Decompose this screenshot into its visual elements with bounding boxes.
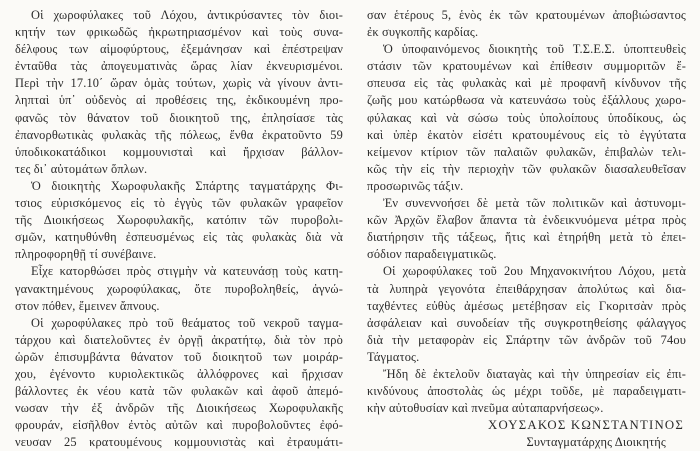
right-column <box>367 7 686 451</box>
text-line: κινδύνους ἀποστολὰς ὡς μέχρι τοῦδε, μὲ παραδειγματι- <box>367 384 686 399</box>
text-line: κῶν Ἀρχῶν ἔλαβον ἅπαντα τὰ ἐνδεικνυόμενα μέτρα πρὸς <box>367 213 686 228</box>
text-line: τες δι᾽ αὐτομάτων ὅπλων. <box>15 161 148 176</box>
text-line: Εἶχε κατορθώσει πρὸς στιγμὴν νὰ κατευνάσῃ τοὺς κατη- <box>31 264 343 279</box>
signature-title: Συνταγματάρχης Διοικητής <box>526 435 666 450</box>
text-line: Περὶ τὴν 17.10΄ ὥραν ὁμὰς τούτων, χωρὶς νὰ γίνουν ἀντι- <box>15 76 343 91</box>
text-line: τῆς Διοικήσεως Χωροφυλακῆς, κατόπιν τῶν πυροβολι- <box>15 213 343 228</box>
text-line: ἐπανορθωτικὰς φυλακὰς τῆς πόλεως, ἔνθα ἐκρατοῦντο 59 <box>15 127 343 142</box>
text-line: στον πόθεν, ἔμεινεν ἄπνους. <box>15 298 160 313</box>
text-line: διὰ τὴν μεταφορὰν εἰς Σπάρτην τῶν ἀνδρῶν τοῦ 74ου <box>367 332 686 347</box>
text-line: νευσαν 25 κρατουμένους κομμουνιστὰς καὶ ἐτραυμάτι- <box>15 435 343 450</box>
text-line: ὑποδικοκατάδικοι κομμουνισταὶ καὶ ἤρχισαν βάλλον- <box>15 144 343 159</box>
text-line: Ἤδη δὲ ἐκτελοῦν διαταγὰς καὶ τὴν ὑπηρεσίαν εἰς ἐπι- <box>383 366 686 381</box>
left-column <box>15 7 343 451</box>
text-line: φανῶς τὸν θάνατον τοῦ διοικητοῦ της, ἐπλησίασε τὰς <box>15 110 343 125</box>
text-line: καὶ ὑπὲρ ἑκατὸν εἰσέτι κρατουμένους εἰς τὸ ἐγγύτατα <box>367 127 686 142</box>
text-line: σμῶν, κατηυθύνθη ἐσπευσμένως εἰς τὰς φυλακὰς διὰ νὰ <box>15 230 343 245</box>
text-line: Ἐν συνεννοήσει δὲ μετὰ τῶν πολιτικῶν καὶ ἀστυνομι- <box>383 196 686 211</box>
text-line: Οἱ χωροφύλακες τοῦ 2ου Μηχανοκινήτου Λόχου, μετὰ <box>383 264 686 279</box>
text-line: ταχθέντες εὐθὺς ἀμέσως μετέβησαν εἰς Γκοριτσὰν πρὸς <box>367 298 686 313</box>
text-line: διατήρησιν τῆς τάξεως, ἥτις καὶ ἐτηρήθη μετὰ τὸ ἐπει- <box>367 230 686 245</box>
text-line: κητήν των φρικωδῶς ἠκρωτηριασμένον καὶ τοὺς συνα- <box>15 25 343 40</box>
text-line: Τάγματος. <box>367 349 420 364</box>
text-line: στάσιν τῶν κρατουμένων καὶ ἐπίθεσιν συμμοριτῶν ἔ- <box>367 59 686 74</box>
text-line: Οἱ χωροφύλακες τοῦ Λόχου, ἀντικρύσαντες τὸν διοι- <box>31 8 343 22</box>
text-line: Ὁ ὑποφαινόμενος διοικητὴς τοῦ Τ.Σ.Ε.Σ. ὑποπτευθεὶς <box>383 42 686 57</box>
text-line: τάρχου καὶ διατελοῦντες ἐν ὀργῇ ἀκρατήτῳ, διὰ τὸν πρὸ <box>15 332 343 347</box>
text-line: ἐκ συγκοπῆς καρδίας. <box>367 25 479 40</box>
text-line: ληπταὶ ὑπ᾽ οὐδενὸς αἱ προθέσεις της, ἐκδικουμένη προ- <box>15 93 343 108</box>
text-line: ζωῆς μου κατώρθωσα νὰ κατευνάσω τοὺς ἐξάλλους χωρο- <box>367 93 686 108</box>
text-line: τσιος εὑρισκόμενος εἰς τὸ ἐγγὺς τῶν φυλακῶν γραφεῖον <box>15 196 343 211</box>
text-line: πληροφορηθῇ τί συνέβαινε. <box>15 247 157 262</box>
text-line: τὰ λυπηρὰ γεγονότα ἐπειθάρχησαν ἀπολύτως καὶ δια- <box>367 281 686 296</box>
text-line: βάλλοντες ἐκ νέου κατὰ τῶν φυλακῶν καὶ ἀφοῦ ἀπεμό- <box>15 384 343 399</box>
text-line: κὴν αὐτοθυσίαν καὶ πνεῦμα αὐταπαρνήσεως». <box>367 401 604 416</box>
text-line: γανακτημένους χωροφύλακας, ὅτε πυροβοληθείς, ἀγνώ- <box>15 281 343 296</box>
text-line: ὡρῶν ἐπισυμβάντα θάνατον τοῦ διοικητοῦ των μοιράρ- <box>15 349 343 364</box>
text-line: δέλφους των αἱμοφύρτους, ἐξεμάνησαν καὶ ἐπέστρεψαν <box>15 42 343 57</box>
text-line: σαν ἑτέρους 5, ἑνὸς ἐκ τῶν κρατουμένων ἀποβιώσαντος <box>367 8 686 22</box>
text-line: κείμενον κτίριον τῶν παλαιῶν φυλακῶν, ἐπιβαλὼν τελι- <box>367 144 686 159</box>
text-line: κῶς τὴν εἰς τὴν περιοχὴν τῶν φυλακῶν διασαλευθεῖσαν <box>367 161 686 176</box>
text-line: σπευσα εἰς τὰς φυλακὰς καὶ μὲ προφανῆ κίνδυνον τῆς <box>367 76 686 91</box>
text-line: φρουράν, εἰσῆλθον ἐντὸς αὐτῶν καὶ πυροβολοῦντες ἐφό- <box>15 418 343 433</box>
text-line: Οἱ χωροφύλακες πρὸ τοῦ θεάματος τοῦ νεκροῦ ταγμα- <box>31 315 343 330</box>
text-line: προσωρινῶς τάξιν. <box>367 178 464 193</box>
text-line: νωσαν τὴν ἐξ ἀνδρῶν τῆς Διοικήσεως Χωροφυλακῆς <box>15 401 343 416</box>
signature-name: ΧΟΥΣΑΚΟΣ ΚΩΝΣΤΑΝΤΙΝΟΣ <box>488 418 684 433</box>
text-line: Ὁ διοικητὴς Χωροφυλακῆς Σπάρτης ταγματάρχης Φι- <box>31 178 343 193</box>
text-line: φύλακας καὶ νὰ σώσω τοὺς ὑπολοίπους ὑποδίκους, ὡς <box>367 110 686 125</box>
text-line: ἐνταῦθα τὰς ἀπογευματινὰς ὥρας λίαν ἐκνευρισμένοι. <box>15 59 343 74</box>
text-line: χου, ἐγένοντο κυριολεκτικῶς ἀλλόφρονες καὶ ἤρχισαν <box>15 366 343 381</box>
text-line: ἀσφάλειαν καὶ συνοδείαν τῆς συγκροτηθείσης φάλαγγος <box>367 315 686 330</box>
text-line: σόδιον παραδειγματικῶς. <box>367 247 497 262</box>
